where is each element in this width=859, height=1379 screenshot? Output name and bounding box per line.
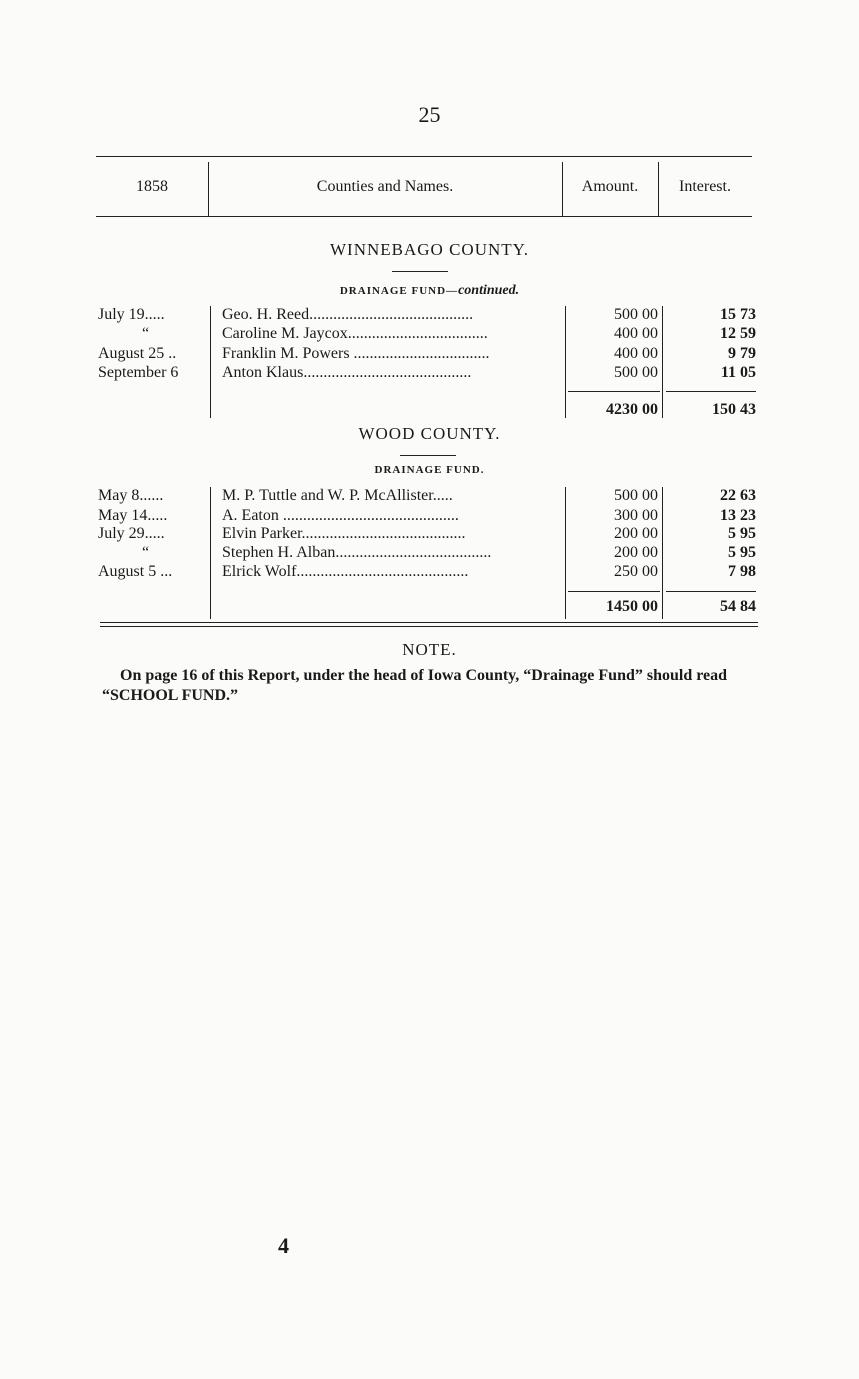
header-bottom-rule [96,216,752,217]
signature-mark: 4 [278,1233,289,1258]
table-header [96,158,752,216]
header-top-rule [96,156,752,157]
fund-label: DRAINAGE FUND— [339,285,459,297]
header-names: Counties and Names. [316,178,454,195]
total-interest: 54 84 [720,598,756,615]
fund-title: DRAINAGE FUND. [374,464,485,476]
row-date: July 19..... [98,306,165,323]
fund-suffix: continued. [458,283,520,298]
total-rule [568,391,660,392]
row-date: July 29..... [98,525,165,542]
row-amount: 250 00 [614,563,658,580]
county-title: WINNEBAGO COUNTY. [330,240,529,259]
row-name: Franklin M. Powers .................................. [222,345,490,362]
note-text: On page 16 of this Report, under the head of Iowa County, “Drainage Fund” should read “SCHOOL FUND.” [102,667,728,704]
row-name: Elrick Wolf........................................... [222,563,469,580]
header-amount: Amount. [581,178,639,195]
row-name: Elvin Parker......................................... [222,525,466,542]
total-row [96,597,760,616]
row-date: “ [142,544,150,561]
total-amount: 4230 00 [606,401,658,418]
row-interest: 5 95 [728,544,756,561]
row-date: August 5 ... [98,563,173,580]
total-interest: 150 43 [712,401,756,418]
row-interest: 5 95 [728,525,756,542]
total-rule [666,391,756,392]
total-rule [568,591,660,592]
row-amount: 500 00 [614,364,658,381]
row-name: M. P. Tuttle and W. P. McAllister..... [222,487,453,504]
closing-rule [100,626,758,627]
county-title: WOOD COUNTY. [358,424,501,443]
table-row [96,344,760,363]
row-amount: 200 00 [614,544,658,561]
closing-rule [100,622,758,623]
row-interest: 12 59 [720,325,756,342]
row-date: May 8...... [98,487,164,504]
fund-title [0,283,859,299]
total-rule [666,591,756,592]
row-interest: 11 05 [720,364,756,381]
table-row [96,562,760,581]
row-amount: 400 00 [614,325,658,342]
row-date: “ [142,325,150,342]
row-interest: 15 73 [720,306,756,323]
row-date: May 14..... [98,507,168,524]
total-row [96,400,760,419]
row-interest: 9 79 [728,345,756,362]
row-name: Geo. H. Reed......................................... [222,306,474,323]
title-rule [400,455,456,456]
table-row [96,506,760,525]
table-row [96,324,760,343]
table-row [96,486,760,505]
row-name: A. Eaton ............................................ [222,507,459,524]
total-amount: 1450 00 [606,598,658,615]
header-interest: Interest. [679,178,731,195]
row-amount: 400 00 [614,345,658,362]
row-amount: 500 00 [614,306,658,323]
row-amount: 200 00 [614,525,658,542]
page-number: 25 [418,102,441,127]
row-name: Anton Klaus.......................................... [222,364,472,381]
row-amount: 500 00 [614,487,658,504]
title-rule [392,271,448,272]
table-row [96,305,760,324]
table-row [96,543,760,562]
row-interest: 22 63 [720,487,756,504]
row-date: August 25 .. [98,345,177,362]
header-year: 1858 [136,178,168,195]
note-title: NOTE. [402,640,457,659]
table-row [96,363,760,382]
row-date: September 6 [98,364,179,381]
row-interest: 13 23 [720,507,756,524]
row-name: Caroline M. Jaycox................................... [222,325,488,342]
table-row [96,524,760,543]
row-amount: 300 00 [614,507,658,524]
row-name: Stephen H. Alban....................................... [222,544,492,561]
row-interest: 7 98 [728,563,756,580]
